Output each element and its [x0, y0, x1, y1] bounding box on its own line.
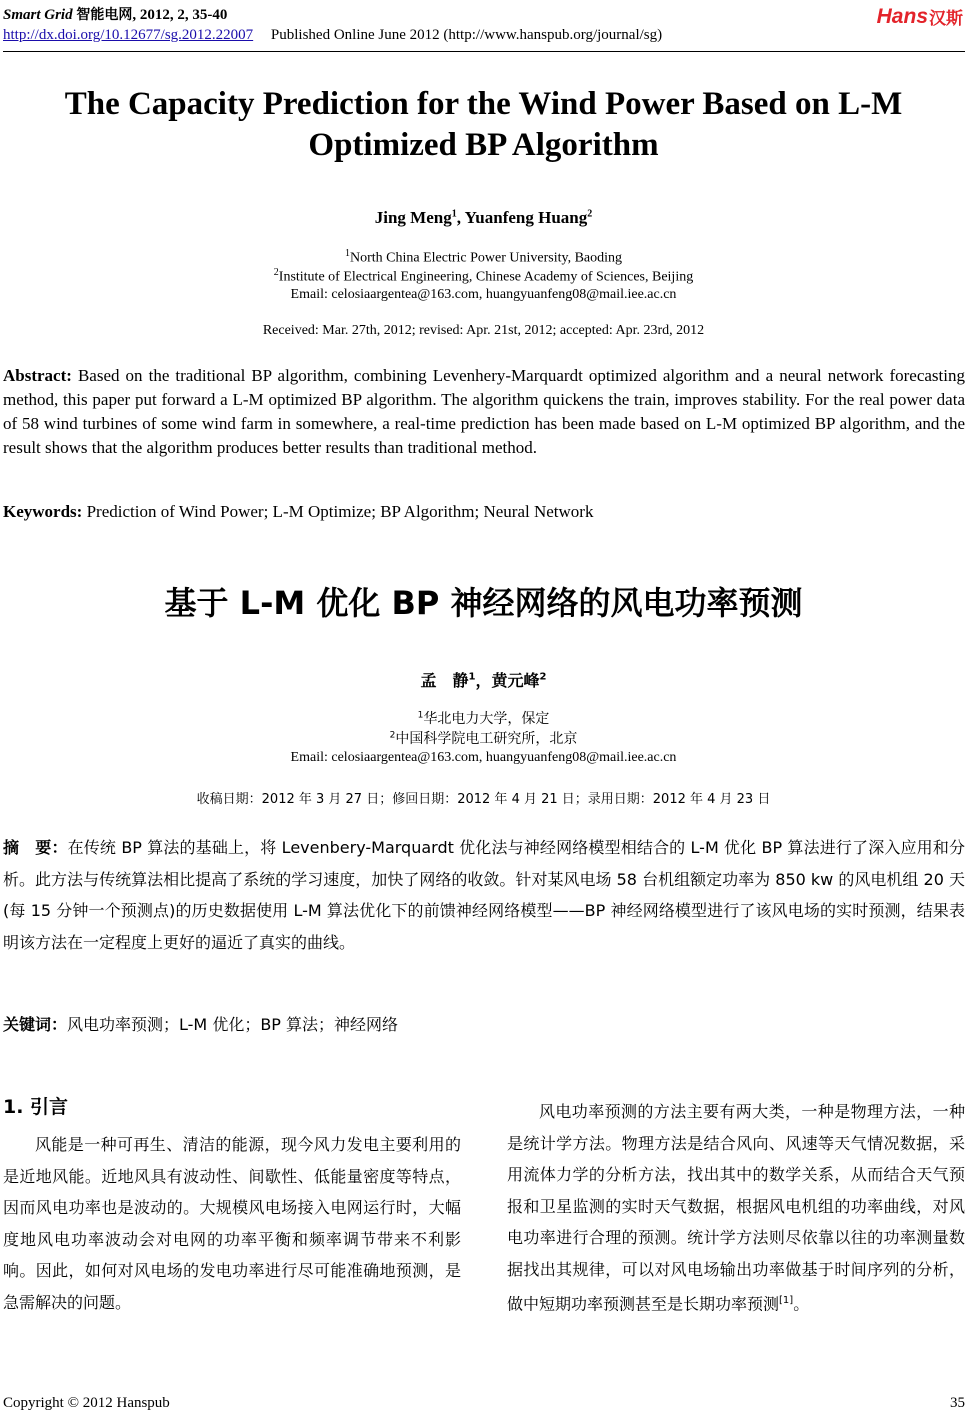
affiliation-1-en: [0, 248, 967, 267]
abstract-cn-text: 在传统 BP 算法的基础上，将 Levenbery-Marquardt 优化法与神经网络模型相结合的 L-M 优化 BP 算法进行了深入应用和分析。此方法与传统算法相比提高了系统的学习速度，加快了网络的收敛。针对某风电场 58 台机组额定功率为 850 kw 的风电机组 20 天(每 15 分钟一个预测点)的历史数据使用 L-M 算法优化下的前馈神经网络模型——BP 神经网络模型进行了该风电场的实时预测，结果表明该方法在一定程度上更好的逼近了真实的曲线。: [3, 838, 965, 952]
page-header: [3, 4, 965, 49]
keywords-text: Prediction of Wind Power; L-M Optimize; BP Algorithm; Neural Network: [86, 502, 594, 521]
intro-paragraph-right: [507, 1096, 965, 1320]
author-1-cn: 孟 静: [420, 671, 469, 690]
email-en: Email: celosiaargentea@163.com, huangyuanfeng08@mail.iee.ac.cn: [290, 287, 677, 302]
doi-link[interactable]: http://dx.doi.org/10.12677/sg.2012.22007: [3, 27, 254, 43]
authors-en: [0, 208, 967, 228]
hanspub-logo: [877, 4, 963, 29]
abstract-en: [3, 364, 965, 460]
page-number: 35: [950, 1395, 965, 1411]
section-1-heading: 1. 引言: [3, 1096, 69, 1118]
author-2-sup: 2: [587, 208, 593, 220]
keywords-cn: [3, 1012, 965, 1035]
authors-cn: [0, 668, 967, 691]
aff-2-cn-sup: 2: [389, 730, 396, 741]
aff-1-text: North China Electric Power University, Baoding: [349, 250, 623, 266]
aff-2-sup: 2: [273, 267, 279, 278]
journal-citation: [3, 4, 227, 24]
author-2-cn-sup: 2: [539, 671, 547, 683]
journal-name: Smart Grid: [3, 7, 73, 23]
doi-line: [3, 27, 662, 44]
page-footer: [3, 1395, 965, 1412]
aff-1-cn-text: 华北电力大学，保定: [423, 711, 550, 727]
keywords-en: [3, 502, 965, 522]
intro-paragraph-left: 风能是一种可再生、清洁的能源，现今风力发电主要利用的是近地风能。近地风具有波动性、间歇性、低能量密度等特点，因而风电功率也是波动的。大规模风电场接入电网运行时，大幅度地风电功率波动会对电网的功率平衡和频率调节带来不利影响。因此，如何对风电场的发电功率进行尽可能准确地预测，是急需解决的问题。: [3, 1135, 461, 1312]
journal-volume: , 2012, 2, 35-40: [132, 7, 228, 23]
logo-text-cn: 汉斯: [929, 9, 963, 29]
intro-right-end: 。: [793, 1294, 810, 1314]
abstract-cn-label: 摘 要：: [3, 838, 68, 857]
intro-right-text: 风电功率预测的方法主要有两大类，一种是物理方法，一种是统计学方法。物理方法是结合风向、风速等天气情况数据，采用流体力学的分析方法，找出其中的数学关系，从而结合天气预报和卫星监测的实时天气数据，根据风电机组的功率曲线，对风电功率进行合理的预测。统计学方法则尽依靠以往的功率测量数据找出其规律，可以对风电场输出功率做基于时间序列的分析，做中短期功率预测甚至是长期功率预测: [507, 1102, 965, 1314]
affiliation-2-cn: [0, 728, 967, 748]
author-1-cn-sup: 1: [468, 671, 476, 683]
author-cn-separator: ，: [475, 671, 492, 690]
author-2-cn: 黄元峰: [491, 671, 540, 690]
dates-en: Received: Mar. 27th, 2012; revised: Apr. 21st, 2012; accepted: Apr. 23rd, 2012: [262, 323, 705, 338]
author-2: Yuanfeng Huang: [464, 208, 588, 227]
author-1-sup: 1: [451, 208, 457, 220]
aff-1-sup: 1: [344, 248, 350, 259]
paper-title-en: The Capacity Prediction for the Wind Power Based on L-M Optimized BP Algorithm: [64, 86, 903, 163]
aff-2-text: Institute of Electrical Engineering, Chinese Academy of Sciences, Beijing: [278, 269, 694, 285]
author-separator: ,: [456, 208, 465, 227]
email-cn: Email: celosiaargentea@163.com, huangyuanfeng08@mail.iee.ac.cn: [290, 750, 677, 765]
author-1: Jing Meng: [374, 208, 452, 227]
abstract-label: Abstract:: [3, 366, 72, 385]
aff-1-cn-sup: 1: [417, 710, 424, 721]
abstract-text: Based on the traditional BP algorithm, combining Levenhery-Marquardt optimized algorithm and a neural network forecasting method, this paper put forward a L-M optimized BP algorithm. The algorithm quickens the train, improves stability. For the real power data of 58 wind turbines of some wind farm in somewhere, a real-time prediction has been made based on L-M optimized BP algorithm, and the result shows that the algorithm produces better results than traditional method.: [3, 366, 965, 457]
paper-title-cn: 基于 L-M 优化 BP 神经网络的风电功率预测: [164, 584, 803, 622]
keywords-cn-label: 关键词：: [3, 1015, 68, 1034]
aff-2-cn-text: 中国科学院电工研究所，北京: [395, 731, 578, 747]
logo-text: Hans: [876, 4, 928, 28]
published-online: Published Online June 2012 (http://www.hanspub.org/journal/sg): [270, 27, 663, 43]
affiliation-2-en: [0, 267, 967, 286]
dates-cn: 收稿日期：2012 年 3 月 27 日；修回日期：2012 年 4 月 21 日；录用日期：2012 年 4 月 23 日: [196, 792, 771, 807]
journal-name-cn: 智能电网: [76, 7, 133, 23]
affiliation-1-cn: [0, 708, 967, 728]
abstract-cn: [3, 832, 965, 958]
copyright: Copyright © 2012 Hanspub: [3, 1395, 170, 1411]
keywords-cn-text: 风电功率预测；L-M 优化；BP 算法；神经网络: [67, 1015, 399, 1034]
citation-ref[interactable]: [1]: [779, 1295, 794, 1306]
keywords-label: Keywords:: [3, 502, 83, 521]
header-divider: [3, 51, 965, 52]
